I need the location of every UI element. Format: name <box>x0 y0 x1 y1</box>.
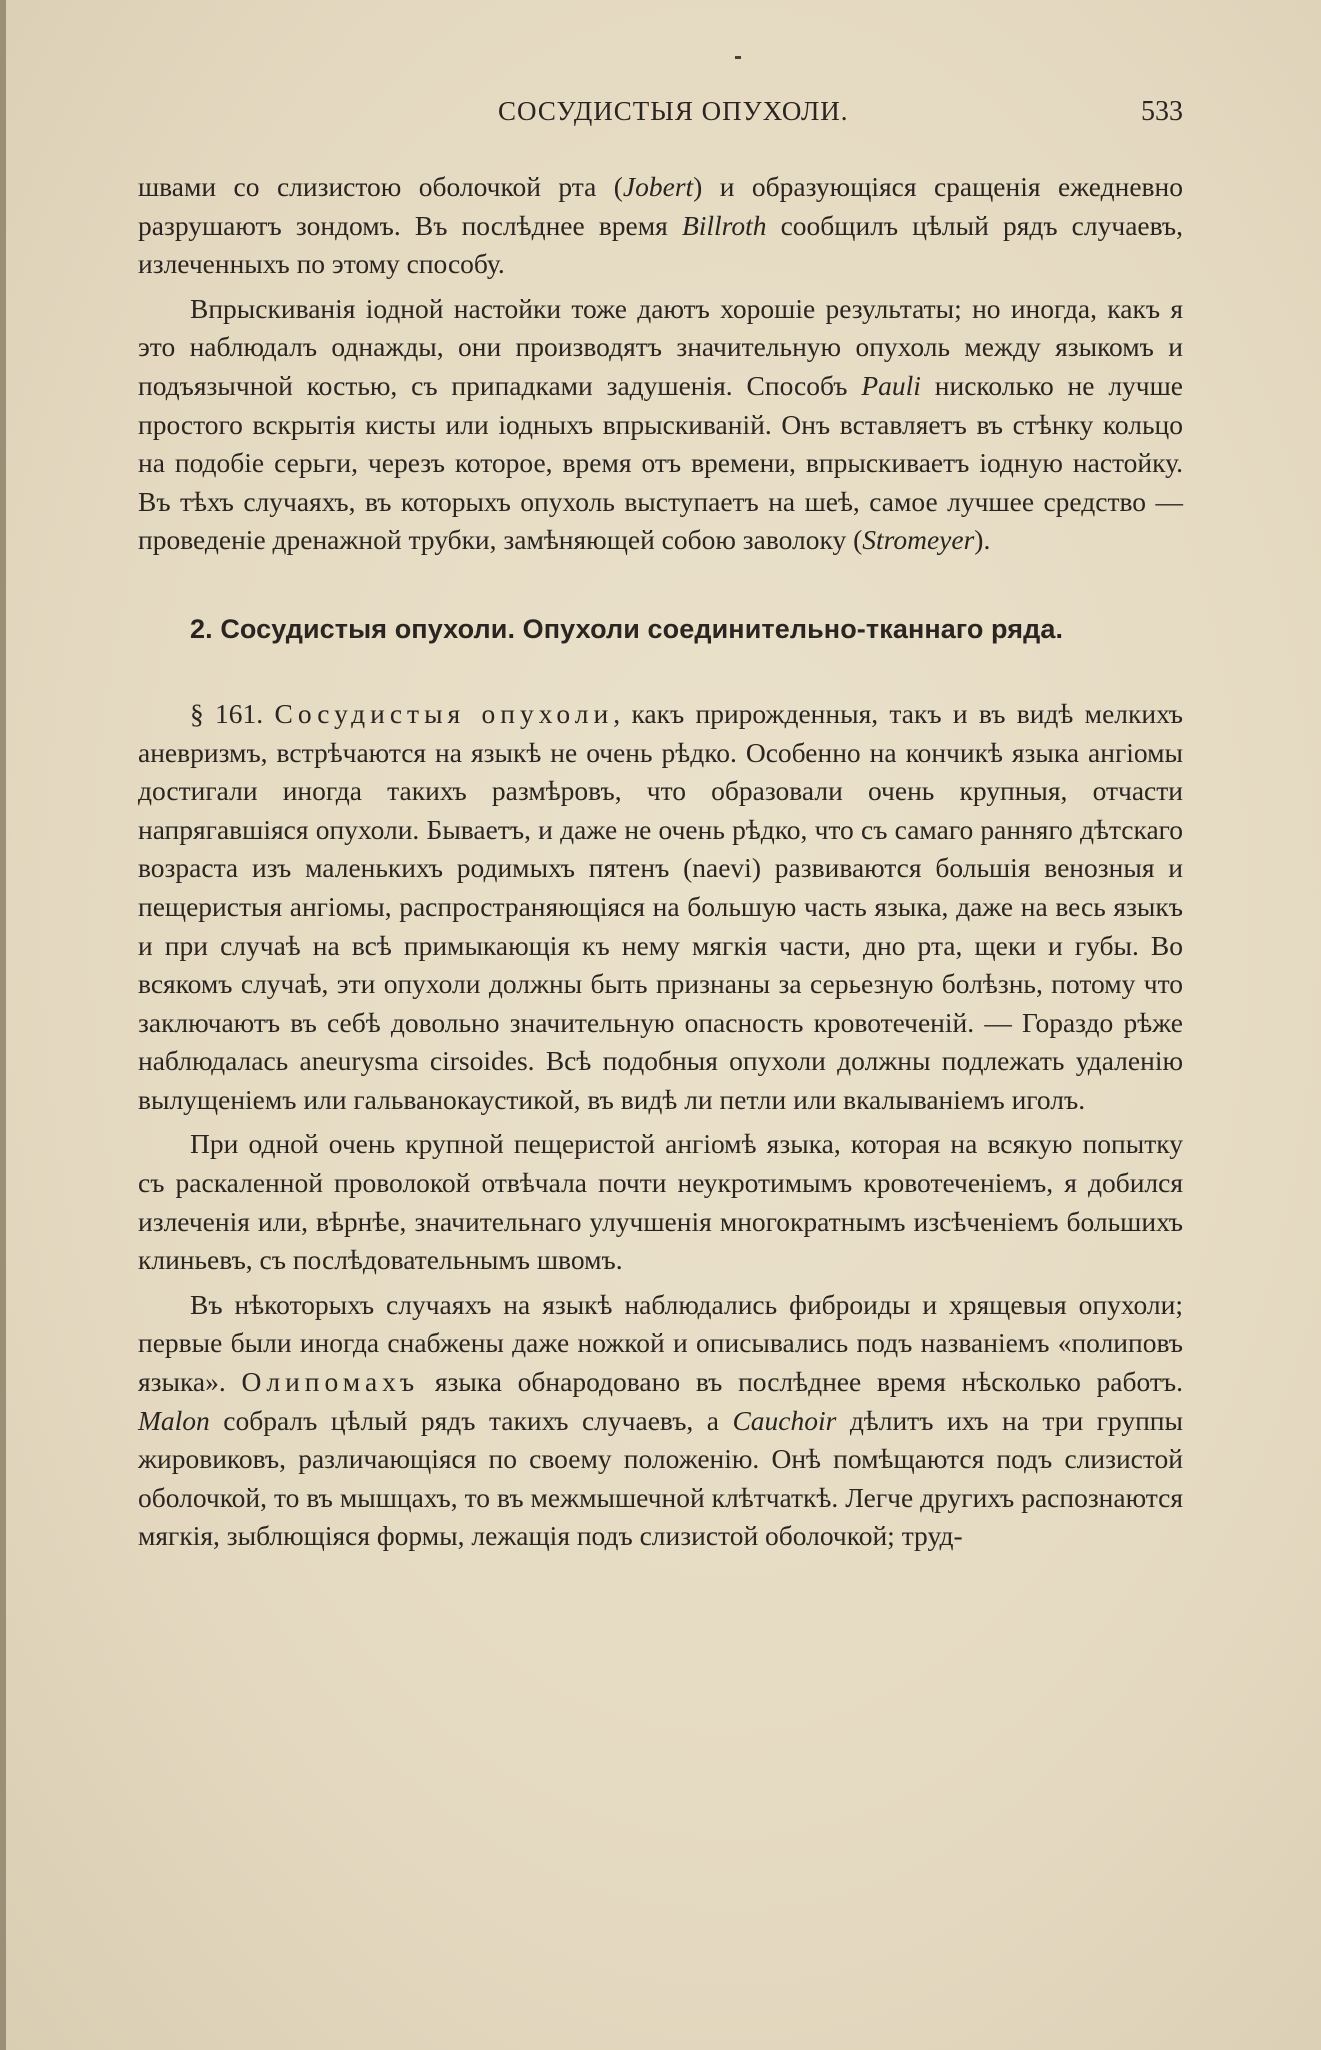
paragraph-text: дѣлитъ ихъ на три группы жировиковъ, различающіяся по своему положенію. Онѣ помѣщаются подъ слизистой оболочкой, то въ мышцахъ, то въ межмышечной клѣтчаткѣ. Легче другихъ распознаются мягкія, зыблющіяся формы, лежащія подъ слизистой оболочкой; труд- <box>138 1404 1183 1552</box>
paragraph-3 <box>138 695 1183 1120</box>
author-name: Jobert <box>622 171 694 202</box>
author-name: Stromeyer <box>862 524 975 556</box>
spaced-term: Олипомахъ <box>241 1366 420 1398</box>
page-number: 533 <box>1141 96 1183 127</box>
paragraph-2 <box>138 290 1183 560</box>
page-body <box>138 168 1183 1556</box>
page-edge-shadow <box>0 0 6 2050</box>
paragraph-text: сообщилъ цѣлый рядъ случаевъ, излеченныхъ по этому способу. <box>138 209 1183 280</box>
paragraph-5 <box>138 1286 1183 1556</box>
paragraph-text: ). <box>974 524 991 556</box>
author-name: Billroth <box>681 209 767 241</box>
paragraph-text: нисколько не лучше простого вскрытія кисты или іодныхъ впрыскиваній. Онъ вставляетъ въ стѣнку кольцо на подобіе серьги, черезъ которое, время отъ времени, впрыскиваетъ іодную настойку. Въ тѣхъ случаяхъ, въ которыхъ опухоль выступаетъ на шеѣ, самое лучшее средство — проведеніе дренажной трубки, замѣняющей собою заволоку ( <box>138 369 1183 556</box>
author-name: Pauli <box>861 369 921 401</box>
author-name: Cauchoir <box>732 1404 837 1436</box>
paragraph-4: При одной очень крупной пещеристой ангіомѣ языка, которая на всякую попытку съ раскаленной проволокой отвѣчала почти неукротимымъ кровотеченіемъ, я добился излеченія или, вѣрнѣе, значительнаго улучшенія многократнымъ изсѣченіемъ большихъ клиньевъ, съ послѣдовательнымъ швомъ. <box>138 1128 1183 1276</box>
section-number: § 161. <box>190 697 275 729</box>
spaced-term: Сосудистыя опухоли <box>274 697 614 729</box>
running-header <box>138 96 1183 136</box>
paragraph-1 <box>138 168 1183 284</box>
section-heading: 2. Сосудистыя опухоли. Опухоли соединительно-тканнаго ряда. <box>190 613 1064 644</box>
paragraph-text: Въ нѣкоторыхъ случаяхъ на языкѣ наблюдались фиброиды и хрящевыя опухоли; первые были иногда снабжены даже ножкой и описывались подъ названіемъ «полиповъ языка». <box>138 1288 1183 1398</box>
paragraph-text: ) и образующіяся сращенія ежедневно разрушаютъ зондомъ. Въ послѣднее время <box>138 171 1183 241</box>
running-title: СОСУДИСТЫЯ ОПУХОЛИ. <box>498 96 849 126</box>
print-mark <box>735 56 741 59</box>
paragraph-text: Впрыскиванія іодной настойки тоже даютъ хорошіе результаты; но иногда, какъ я это наблюдалъ однажды, они производятъ значительную опухоль между языкомъ и подъязычной костью, съ припадками задушенія. Способъ <box>138 292 1183 401</box>
paragraph-text: языка обнародовано въ послѣднее время нѣсколько работъ. <box>419 1366 1184 1398</box>
author-name: Malon <box>138 1404 210 1436</box>
paragraph-text: , какъ прирожденныя, такъ и въ видѣ мелкихъ аневризмъ, встрѣчаются на языкѣ не очень рѣдко. Особенно на кончикѣ языка ангіомы достигали иногда такихъ размѣровъ, что образовали очень крупныя, отчасти напрягавшіяся опухоли. Бываетъ, и даже не очень рѣдко, что съ самаго ранняго дѣтскаго возраста изъ маленькихъ родимыхъ пятенъ (naevi) развиваются большія венозныя и пещеристыя ангіомы, распространяющіяся на большую часть языка, даже на весь языкъ и при случаѣ на всѣ примыкающія къ нему мягкія части, дно рта, щеки и губы. Во всякомъ случаѣ, эти опухоли должны быть признаны за серьезную болѣзнь, потому что заключаютъ въ себѣ довольно значительную опасность кровотеченій. — Гораздо рѣже наблюдалась aneurysma cirsoides. Всѣ подобныя опухоли должны подлежать удаленію вылущеніемъ или гальванокаустикой, въ видѣ ли петли или вкалываніемъ иголъ. <box>138 697 1184 1115</box>
paragraph-text: собралъ цѣлый рядъ такихъ случаевъ, а <box>209 1404 733 1436</box>
paragraph-text: швами со слизистою оболочкой рта ( <box>138 171 623 202</box>
